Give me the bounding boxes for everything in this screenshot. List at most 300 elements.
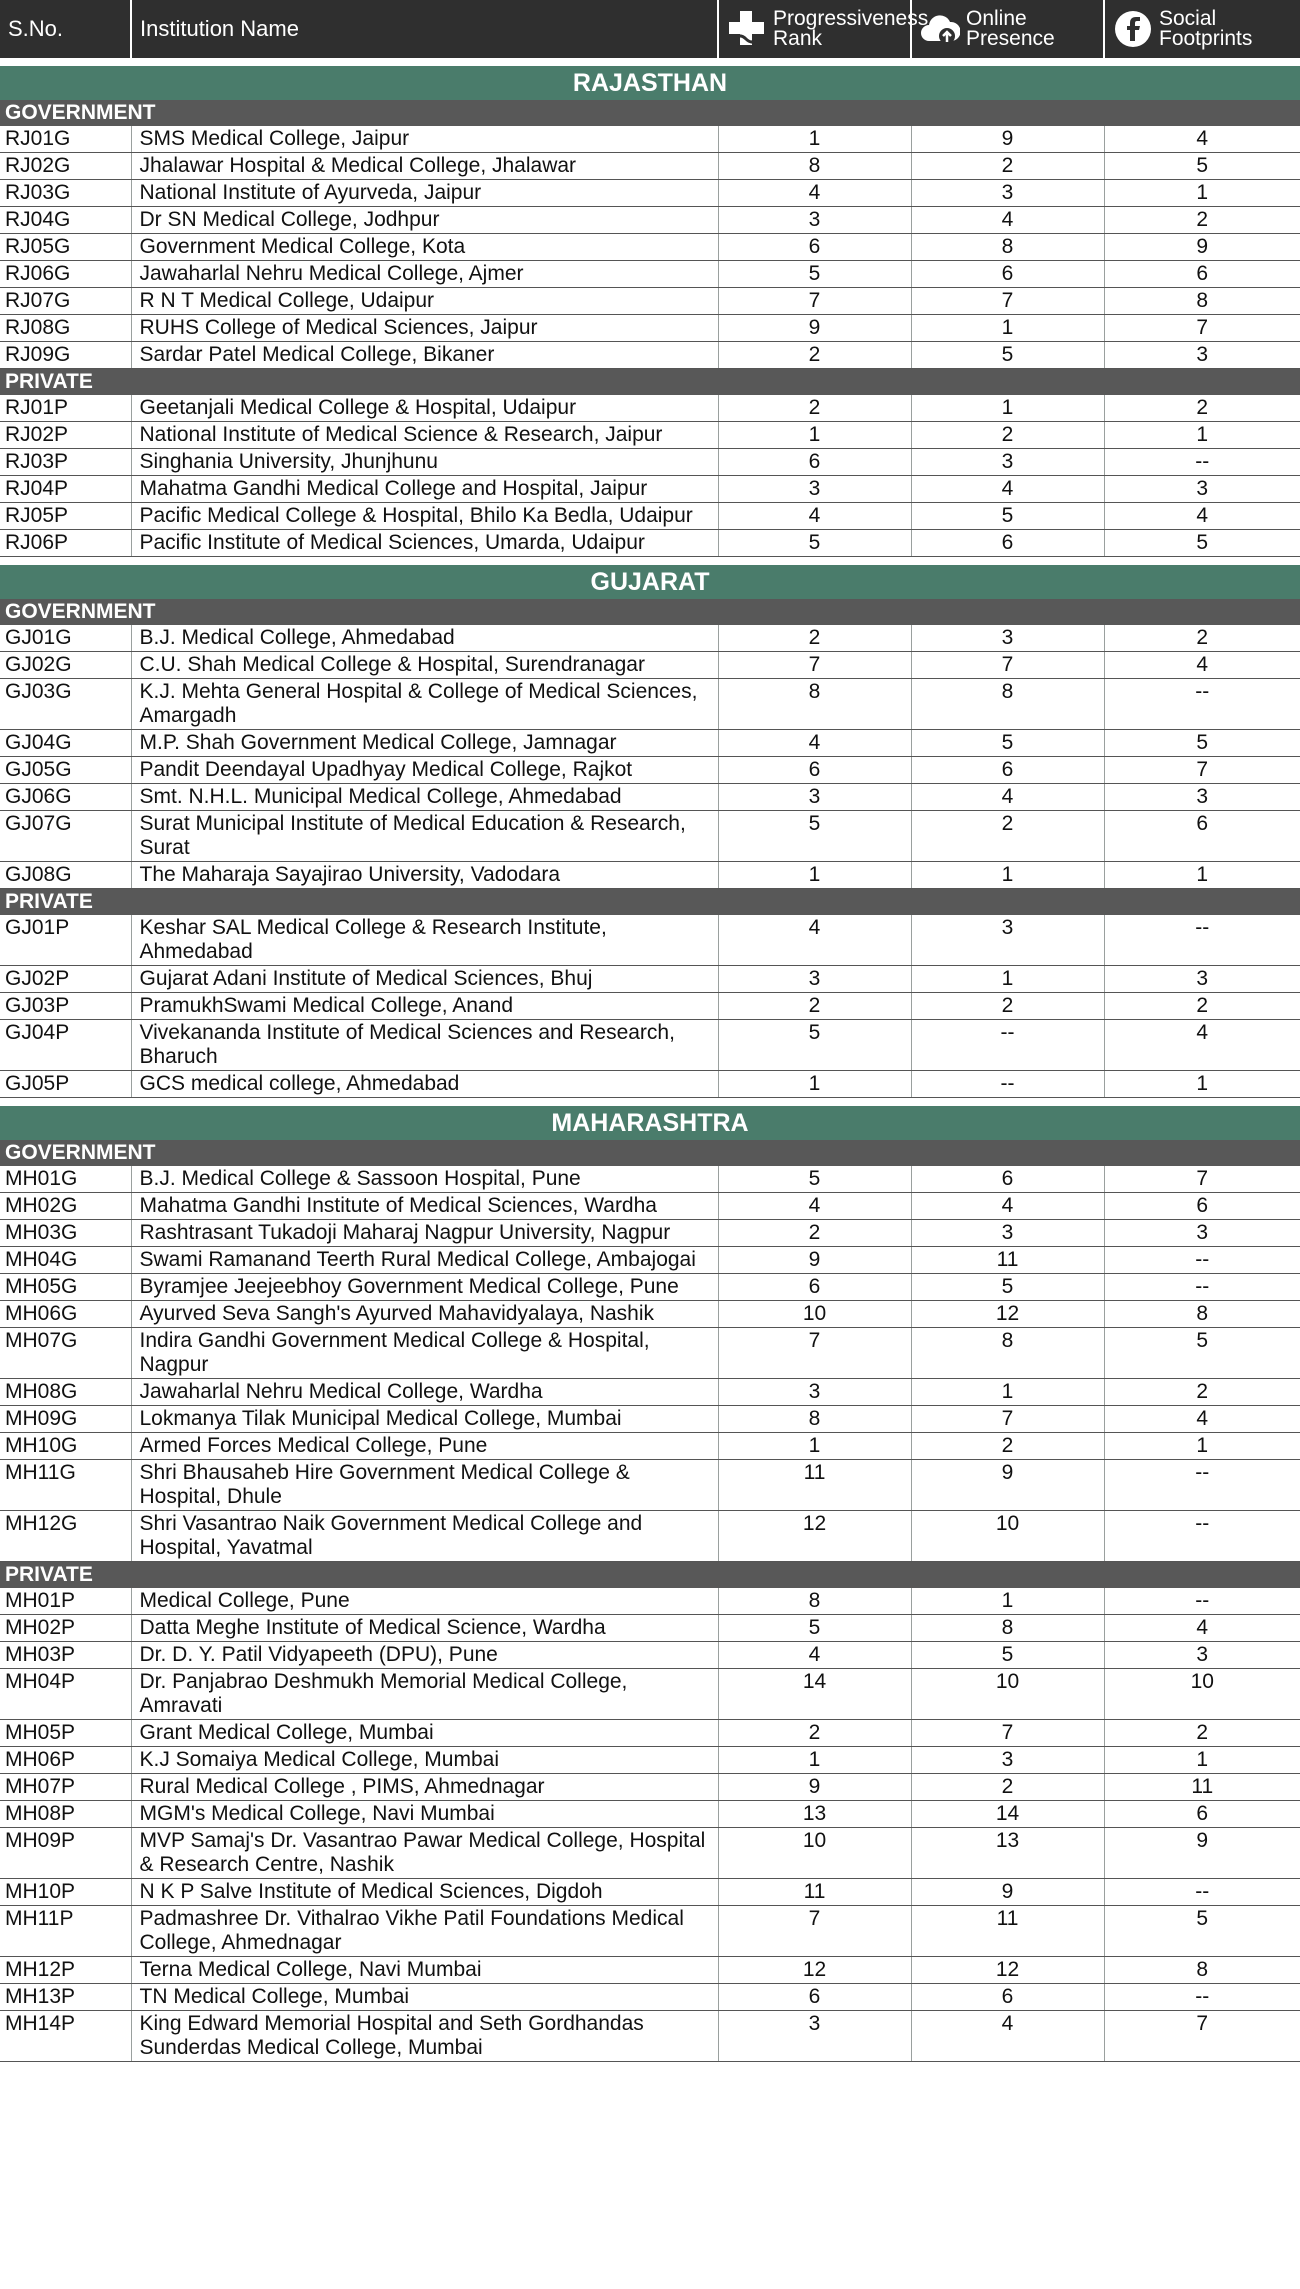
table-row bbox=[0, 476, 1300, 503]
cell-social-footprints: 6 bbox=[1104, 1193, 1300, 1220]
cell-institution-name: Singhania University, Jhunjhunu bbox=[131, 449, 718, 476]
cell-online-presence: 2 bbox=[911, 993, 1104, 1020]
cell-social-footprints: 6 bbox=[1104, 261, 1300, 288]
header-social-footprints bbox=[1104, 0, 1300, 58]
cell-online-presence: 4 bbox=[911, 476, 1104, 503]
cell-sno: GJ06G bbox=[0, 784, 131, 811]
table-row bbox=[0, 730, 1300, 757]
cell-institution-name: K.J. Mehta General Hospital & College of Medical Sciences, Amargadh bbox=[131, 679, 718, 730]
header-progressiveness-rank bbox=[718, 0, 929, 58]
cell-online-presence: 2 bbox=[911, 1433, 1104, 1460]
table-row bbox=[0, 784, 1300, 811]
cell-progressiveness-rank: 2 bbox=[718, 1220, 911, 1247]
cell-sno: MH02P bbox=[0, 1615, 131, 1642]
cell-institution-name: Lokmanya Tilak Municipal Medical College, Mumbai bbox=[131, 1406, 718, 1433]
table-row bbox=[0, 1511, 1300, 1562]
cell-institution-name: Sardar Patel Medical College, Bikaner bbox=[131, 342, 718, 369]
table-row bbox=[0, 1379, 1300, 1406]
category-heading bbox=[0, 1140, 1300, 1166]
cell-institution-name: N K P Salve Institute of Medical Sciences, Digdoh bbox=[131, 1879, 718, 1906]
cell-progressiveness-rank: 6 bbox=[718, 449, 911, 476]
cell-social-footprints: 3 bbox=[1104, 784, 1300, 811]
cell-sno: GJ04P bbox=[0, 1020, 131, 1071]
cell-social-footprints: 9 bbox=[1104, 1828, 1300, 1879]
cell-institution-name: Medical College, Pune bbox=[131, 1588, 718, 1615]
cell-sno: MH01P bbox=[0, 1588, 131, 1615]
table-row bbox=[0, 679, 1300, 730]
cell-online-presence: -- bbox=[911, 1071, 1104, 1098]
table-row bbox=[0, 1166, 1300, 1193]
cell-sno: GJ03G bbox=[0, 679, 131, 730]
cell-social-footprints: 1 bbox=[1104, 1433, 1300, 1460]
cell-sno: MH04G bbox=[0, 1247, 131, 1274]
cell-social-footprints: -- bbox=[1104, 1247, 1300, 1274]
cell-progressiveness-rank: 5 bbox=[718, 261, 911, 288]
cell-institution-name: MVP Samaj's Dr. Vasantrao Pawar Medical College, Hospital & Research Centre, Nashik bbox=[131, 1828, 718, 1879]
table-row bbox=[0, 1193, 1300, 1220]
table-row bbox=[0, 2011, 1300, 2062]
cell-institution-name: Jawaharlal Nehru Medical College, Wardha bbox=[131, 1379, 718, 1406]
cell-progressiveness-rank: 3 bbox=[718, 207, 911, 234]
cell-progressiveness-rank: 4 bbox=[718, 180, 911, 207]
category-heading bbox=[0, 100, 1300, 126]
cell-social-footprints: -- bbox=[1104, 1511, 1300, 1562]
cell-institution-name: R N T Medical College, Udaipur bbox=[131, 288, 718, 315]
cell-sno: RJ04G bbox=[0, 207, 131, 234]
cell-social-footprints: -- bbox=[1104, 1460, 1300, 1511]
cell-sno: RJ05P bbox=[0, 503, 131, 530]
table-row bbox=[0, 1071, 1300, 1098]
cell-progressiveness-rank: 3 bbox=[718, 2011, 911, 2062]
cell-sno: RJ01P bbox=[0, 395, 131, 422]
cell-online-presence: 7 bbox=[911, 288, 1104, 315]
cell-institution-name: K.J Somaiya Medical College, Mumbai bbox=[131, 1747, 718, 1774]
cell-progressiveness-rank: 4 bbox=[718, 1642, 911, 1669]
cell-sno: MH01G bbox=[0, 1166, 131, 1193]
cell-sno: MH05G bbox=[0, 1274, 131, 1301]
table-row bbox=[0, 315, 1300, 342]
cell-social-footprints: 3 bbox=[1104, 1220, 1300, 1247]
cell-social-footprints: -- bbox=[1104, 1879, 1300, 1906]
table-row bbox=[0, 1642, 1300, 1669]
cell-social-footprints: 8 bbox=[1104, 288, 1300, 315]
table-row bbox=[0, 1220, 1300, 1247]
cell-social-footprints: 1 bbox=[1104, 862, 1300, 889]
cell-progressiveness-rank: 3 bbox=[718, 1379, 911, 1406]
header-online-line-1: Online bbox=[966, 7, 1027, 30]
cell-social-footprints: 3 bbox=[1104, 1642, 1300, 1669]
cell-institution-name: C.U. Shah Medical College & Hospital, Surendranagar bbox=[131, 652, 718, 679]
cell-social-footprints: 4 bbox=[1104, 1615, 1300, 1642]
cell-social-footprints: -- bbox=[1104, 1984, 1300, 2011]
cell-progressiveness-rank: 5 bbox=[718, 811, 911, 862]
cell-social-footprints: 6 bbox=[1104, 811, 1300, 862]
table-row bbox=[0, 1957, 1300, 1984]
cell-social-footprints: -- bbox=[1104, 679, 1300, 730]
cell-social-footprints: 2 bbox=[1104, 395, 1300, 422]
cell-institution-name: B.J. Medical College, Ahmedabad bbox=[131, 625, 718, 652]
cell-online-presence: 8 bbox=[911, 1615, 1104, 1642]
cell-institution-name: Pacific Institute of Medical Sciences, Umarda, Udaipur bbox=[131, 530, 718, 557]
table-row bbox=[0, 625, 1300, 652]
cell-sno: GJ02G bbox=[0, 652, 131, 679]
cell-institution-name: King Edward Memorial Hospital and Seth Gordhandas Sunderdas Medical College, Mumbai bbox=[131, 2011, 718, 2062]
cell-progressiveness-rank: 6 bbox=[718, 757, 911, 784]
cell-institution-name: National Institute of Medical Science & Research, Jaipur bbox=[131, 422, 718, 449]
cell-institution-name: SMS Medical College, Jaipur bbox=[131, 126, 718, 153]
category-label: PRIVATE bbox=[0, 1562, 1300, 1589]
cell-sno: MH08P bbox=[0, 1801, 131, 1828]
cell-institution-name: MGM's Medical College, Navi Mumbai bbox=[131, 1801, 718, 1828]
cell-social-footprints: 4 bbox=[1104, 126, 1300, 153]
cell-online-presence: 10 bbox=[911, 1669, 1104, 1720]
cell-sno: GJ08G bbox=[0, 862, 131, 889]
cell-institution-name: Grant Medical College, Mumbai bbox=[131, 1720, 718, 1747]
cell-social-footprints: 5 bbox=[1104, 530, 1300, 557]
cell-institution-name: Mahatma Gandhi Institute of Medical Sciences, Wardha bbox=[131, 1193, 718, 1220]
cell-progressiveness-rank: 1 bbox=[718, 1071, 911, 1098]
cell-sno: MH12G bbox=[0, 1511, 131, 1562]
cell-institution-name: Pacific Medical College & Hospital, Bhilo Ka Bedla, Udaipur bbox=[131, 503, 718, 530]
cell-online-presence: 4 bbox=[911, 1193, 1104, 1220]
table-row bbox=[0, 757, 1300, 784]
category-heading bbox=[0, 889, 1300, 916]
cell-sno: RJ03P bbox=[0, 449, 131, 476]
cell-progressiveness-rank: 7 bbox=[718, 652, 911, 679]
cell-online-presence: 3 bbox=[911, 625, 1104, 652]
cell-social-footprints: 5 bbox=[1104, 730, 1300, 757]
cell-online-presence: 4 bbox=[911, 207, 1104, 234]
table-row bbox=[0, 1801, 1300, 1828]
cell-sno: MH10P bbox=[0, 1879, 131, 1906]
header-rank-line-1: Progressiveness bbox=[773, 7, 929, 30]
cell-social-footprints: 7 bbox=[1104, 2011, 1300, 2062]
cell-institution-name: Government Medical College, Kota bbox=[131, 234, 718, 261]
cell-sno: MH06G bbox=[0, 1301, 131, 1328]
cell-progressiveness-rank: 1 bbox=[718, 862, 911, 889]
cell-sno: RJ09G bbox=[0, 342, 131, 369]
cell-online-presence: 6 bbox=[911, 261, 1104, 288]
cell-online-presence: 8 bbox=[911, 679, 1104, 730]
table-body bbox=[0, 58, 1300, 2062]
cell-progressiveness-rank: 5 bbox=[718, 1166, 911, 1193]
cell-progressiveness-rank: 7 bbox=[718, 288, 911, 315]
table-row bbox=[0, 126, 1300, 153]
cell-institution-name: Dr. D. Y. Patil Vidyapeeth (DPU), Pune bbox=[131, 1642, 718, 1669]
cell-online-presence: 12 bbox=[911, 1957, 1104, 1984]
cell-institution-name: Shri Vasantrao Naik Government Medical College and Hospital, Yavatmal bbox=[131, 1511, 718, 1562]
section-spacer bbox=[0, 58, 1300, 65]
header-institution-name: Institution Name bbox=[131, 0, 718, 58]
cell-sno: RJ02G bbox=[0, 153, 131, 180]
cell-institution-name: GCS medical college, Ahmedabad bbox=[131, 1071, 718, 1098]
table-row bbox=[0, 1406, 1300, 1433]
cell-sno: MH04P bbox=[0, 1669, 131, 1720]
table-row bbox=[0, 153, 1300, 180]
cell-sno: MH03G bbox=[0, 1220, 131, 1247]
cell-online-presence: 8 bbox=[911, 234, 1104, 261]
cell-progressiveness-rank: 1 bbox=[718, 126, 911, 153]
cell-institution-name: Jawaharlal Nehru Medical College, Ajmer bbox=[131, 261, 718, 288]
cell-social-footprints: -- bbox=[1104, 1588, 1300, 1615]
cell-social-footprints: 4 bbox=[1104, 503, 1300, 530]
cell-online-presence: 9 bbox=[911, 1460, 1104, 1511]
cell-online-presence: 4 bbox=[911, 2011, 1104, 2062]
cell-social-footprints: 4 bbox=[1104, 1020, 1300, 1071]
cell-social-footprints: 2 bbox=[1104, 625, 1300, 652]
cell-online-presence: 3 bbox=[911, 1220, 1104, 1247]
cell-social-footprints: 5 bbox=[1104, 1328, 1300, 1379]
cell-progressiveness-rank: 8 bbox=[718, 1588, 911, 1615]
cell-progressiveness-rank: 7 bbox=[718, 1328, 911, 1379]
section-spacer bbox=[0, 1098, 1300, 1106]
cell-sno: MH06P bbox=[0, 1747, 131, 1774]
state-heading bbox=[0, 564, 1300, 599]
section-spacer bbox=[0, 557, 1300, 565]
table-row bbox=[0, 1747, 1300, 1774]
table-row bbox=[0, 1879, 1300, 1906]
header-social-line-1: Social bbox=[1159, 7, 1217, 30]
cell-institution-name: TN Medical College, Mumbai bbox=[131, 1984, 718, 2011]
cell-online-presence: 5 bbox=[911, 342, 1104, 369]
cell-online-presence: 1 bbox=[911, 1588, 1104, 1615]
table-row bbox=[0, 1247, 1300, 1274]
cell-progressiveness-rank: 10 bbox=[718, 1828, 911, 1879]
cell-progressiveness-rank: 3 bbox=[718, 476, 911, 503]
cell-progressiveness-rank: 4 bbox=[718, 503, 911, 530]
cell-progressiveness-rank: 3 bbox=[718, 784, 911, 811]
cell-social-footprints: 4 bbox=[1104, 1406, 1300, 1433]
category-label: GOVERNMENT bbox=[0, 100, 1300, 126]
cell-sno: MH08G bbox=[0, 1379, 131, 1406]
table-row bbox=[0, 993, 1300, 1020]
cell-social-footprints: 6 bbox=[1104, 1801, 1300, 1828]
cell-institution-name: Indira Gandhi Government Medical College & Hospital, Nagpur bbox=[131, 1328, 718, 1379]
cell-progressiveness-rank: 2 bbox=[718, 342, 911, 369]
cell-social-footprints: 1 bbox=[1104, 180, 1300, 207]
header-sno: S.No. bbox=[0, 0, 131, 58]
cell-social-footprints: 3 bbox=[1104, 966, 1300, 993]
cell-social-footprints: 3 bbox=[1104, 476, 1300, 503]
cell-sno: GJ03P bbox=[0, 993, 131, 1020]
cell-institution-name: Shri Bhausaheb Hire Government Medical College & Hospital, Dhule bbox=[131, 1460, 718, 1511]
cell-online-presence: 13 bbox=[911, 1828, 1104, 1879]
cell-social-footprints: 8 bbox=[1104, 1301, 1300, 1328]
header-rank-line-2: Rank bbox=[773, 27, 823, 50]
cell-institution-name: Armed Forces Medical College, Pune bbox=[131, 1433, 718, 1460]
cell-progressiveness-rank: 5 bbox=[718, 530, 911, 557]
table-row bbox=[0, 395, 1300, 422]
cell-social-footprints: 9 bbox=[1104, 234, 1300, 261]
cell-institution-name: National Institute of Ayurveda, Jaipur bbox=[131, 180, 718, 207]
cell-sno: GJ01G bbox=[0, 625, 131, 652]
cell-social-footprints: 5 bbox=[1104, 1906, 1300, 1957]
cell-progressiveness-rank: 11 bbox=[718, 1879, 911, 1906]
cell-progressiveness-rank: 14 bbox=[718, 1669, 911, 1720]
cell-progressiveness-rank: 2 bbox=[718, 395, 911, 422]
cell-social-footprints: 5 bbox=[1104, 153, 1300, 180]
cell-sno: RJ08G bbox=[0, 315, 131, 342]
cell-institution-name: Mahatma Gandhi Medical College and Hospital, Jaipur bbox=[131, 476, 718, 503]
cell-online-presence: 3 bbox=[911, 1747, 1104, 1774]
cell-sno: RJ04P bbox=[0, 476, 131, 503]
table-row bbox=[0, 966, 1300, 993]
table-row bbox=[0, 207, 1300, 234]
cell-online-presence: 6 bbox=[911, 530, 1104, 557]
cell-online-presence: -- bbox=[911, 1020, 1104, 1071]
table-row bbox=[0, 1020, 1300, 1071]
cell-sno: RJ07G bbox=[0, 288, 131, 315]
cell-online-presence: 6 bbox=[911, 1166, 1104, 1193]
cell-progressiveness-rank: 6 bbox=[718, 1984, 911, 2011]
cell-sno: RJ01G bbox=[0, 126, 131, 153]
cell-online-presence: 11 bbox=[911, 1906, 1104, 1957]
table-row bbox=[0, 1588, 1300, 1615]
cell-progressiveness-rank: 4 bbox=[718, 915, 911, 966]
table-row bbox=[0, 915, 1300, 966]
category-heading bbox=[0, 599, 1300, 625]
cell-progressiveness-rank: 5 bbox=[718, 1615, 911, 1642]
cell-progressiveness-rank: 12 bbox=[718, 1957, 911, 1984]
table-row bbox=[0, 1460, 1300, 1511]
cell-social-footprints: 2 bbox=[1104, 1379, 1300, 1406]
state-heading bbox=[0, 65, 1300, 100]
cell-online-presence: 4 bbox=[911, 784, 1104, 811]
cell-progressiveness-rank: 2 bbox=[718, 993, 911, 1020]
cell-sno: MH11G bbox=[0, 1460, 131, 1511]
cell-institution-name: Rural Medical College , PIMS, Ahmednagar bbox=[131, 1774, 718, 1801]
cell-institution-name: Padmashree Dr. Vithalrao Vikhe Patil Foundations Medical College, Ahmednagar bbox=[131, 1906, 718, 1957]
cell-social-footprints: 2 bbox=[1104, 993, 1300, 1020]
table-row bbox=[0, 1274, 1300, 1301]
table-row bbox=[0, 1328, 1300, 1379]
cell-progressiveness-rank: 13 bbox=[718, 1801, 911, 1828]
cell-progressiveness-rank: 6 bbox=[718, 1274, 911, 1301]
table-row bbox=[0, 180, 1300, 207]
state-name: MAHARASHTRA bbox=[0, 1105, 1300, 1140]
table-row bbox=[0, 261, 1300, 288]
cell-online-presence: 1 bbox=[911, 1379, 1104, 1406]
cell-social-footprints: 7 bbox=[1104, 315, 1300, 342]
table-row bbox=[0, 652, 1300, 679]
cell-progressiveness-rank: 6 bbox=[718, 234, 911, 261]
cell-online-presence: 12 bbox=[911, 1301, 1104, 1328]
cell-sno: RJ06P bbox=[0, 530, 131, 557]
cell-progressiveness-rank: 8 bbox=[718, 1406, 911, 1433]
table-row bbox=[0, 234, 1300, 261]
table-row bbox=[0, 1828, 1300, 1879]
cell-online-presence: 1 bbox=[911, 966, 1104, 993]
cell-institution-name: Smt. N.H.L. Municipal Medical College, Ahmedabad bbox=[131, 784, 718, 811]
cell-sno: RJ06G bbox=[0, 261, 131, 288]
cell-sno: GJ07G bbox=[0, 811, 131, 862]
category-label: GOVERNMENT bbox=[0, 599, 1300, 625]
cell-institution-name: Dr SN Medical College, Jodhpur bbox=[131, 207, 718, 234]
cell-progressiveness-rank: 5 bbox=[718, 1020, 911, 1071]
header-social-line-2: Footprints bbox=[1159, 27, 1253, 50]
cell-sno: GJ02P bbox=[0, 966, 131, 993]
cell-online-presence: 8 bbox=[911, 1328, 1104, 1379]
table-header bbox=[0, 0, 1300, 58]
cell-institution-name: Jhalawar Hospital & Medical College, Jhalawar bbox=[131, 153, 718, 180]
cell-institution-name: Swami Ramanand Teerth Rural Medical College, Ambajogai bbox=[131, 1247, 718, 1274]
cell-online-presence: 5 bbox=[911, 1642, 1104, 1669]
cell-progressiveness-rank: 1 bbox=[718, 422, 911, 449]
cell-institution-name: M.P. Shah Government Medical College, Jamnagar bbox=[131, 730, 718, 757]
cell-sno: MH02G bbox=[0, 1193, 131, 1220]
table-row bbox=[0, 1720, 1300, 1747]
table-row bbox=[0, 1984, 1300, 2011]
category-heading bbox=[0, 1562, 1300, 1589]
table-row bbox=[0, 1669, 1300, 1720]
cell-institution-name: B.J. Medical College & Sassoon Hospital, Pune bbox=[131, 1166, 718, 1193]
cell-institution-name: Surat Municipal Institute of Medical Education & Research, Surat bbox=[131, 811, 718, 862]
state-name: RAJASTHAN bbox=[0, 65, 1300, 100]
cell-online-presence: 7 bbox=[911, 652, 1104, 679]
cell-sno: MH14P bbox=[0, 2011, 131, 2062]
cell-progressiveness-rank: 2 bbox=[718, 625, 911, 652]
cell-institution-name: Pandit Deendayal Upadhyay Medical College, Rajkot bbox=[131, 757, 718, 784]
cell-social-footprints: -- bbox=[1104, 449, 1300, 476]
cell-online-presence: 5 bbox=[911, 1274, 1104, 1301]
cell-online-presence: 14 bbox=[911, 1801, 1104, 1828]
cell-progressiveness-rank: 12 bbox=[718, 1511, 911, 1562]
cell-online-presence: 11 bbox=[911, 1247, 1104, 1274]
cell-online-presence: 1 bbox=[911, 315, 1104, 342]
cell-institution-name: Keshar SAL Medical College & Research Institute, Ahmedabad bbox=[131, 915, 718, 966]
cell-online-presence: 7 bbox=[911, 1406, 1104, 1433]
cell-online-presence: 3 bbox=[911, 180, 1104, 207]
table-row bbox=[0, 862, 1300, 889]
cell-online-presence: 2 bbox=[911, 811, 1104, 862]
cell-progressiveness-rank: 8 bbox=[718, 153, 911, 180]
cell-social-footprints: -- bbox=[1104, 1274, 1300, 1301]
state-heading bbox=[0, 1105, 1300, 1140]
category-label: GOVERNMENT bbox=[0, 1140, 1300, 1166]
category-label: PRIVATE bbox=[0, 889, 1300, 916]
cell-online-presence: 7 bbox=[911, 1720, 1104, 1747]
cell-online-presence: 5 bbox=[911, 730, 1104, 757]
cell-progressiveness-rank: 1 bbox=[718, 1433, 911, 1460]
cell-progressiveness-rank: 4 bbox=[718, 1193, 911, 1220]
cell-sno: MH07G bbox=[0, 1328, 131, 1379]
cell-progressiveness-rank: 1 bbox=[718, 1747, 911, 1774]
cell-progressiveness-rank: 4 bbox=[718, 730, 911, 757]
cell-sno: RJ05G bbox=[0, 234, 131, 261]
cell-social-footprints: 7 bbox=[1104, 757, 1300, 784]
table-row bbox=[0, 1615, 1300, 1642]
cell-sno: MH12P bbox=[0, 1957, 131, 1984]
cell-sno: MH07P bbox=[0, 1774, 131, 1801]
cell-online-presence: 1 bbox=[911, 862, 1104, 889]
cell-institution-name: Geetanjali Medical College & Hospital, Udaipur bbox=[131, 395, 718, 422]
cell-sno: GJ05G bbox=[0, 757, 131, 784]
category-heading bbox=[0, 369, 1300, 396]
table-row bbox=[0, 530, 1300, 557]
table-row bbox=[0, 811, 1300, 862]
cell-online-presence: 6 bbox=[911, 1984, 1104, 2011]
cell-institution-name: Gujarat Adani Institute of Medical Sciences, Bhuj bbox=[131, 966, 718, 993]
cell-institution-name: The Maharaja Sayajirao University, Vadodara bbox=[131, 862, 718, 889]
cell-social-footprints: 3 bbox=[1104, 342, 1300, 369]
cell-sno: RJ02P bbox=[0, 422, 131, 449]
table-row bbox=[0, 1906, 1300, 1957]
table-row bbox=[0, 503, 1300, 530]
table-row bbox=[0, 288, 1300, 315]
cell-sno: MH10G bbox=[0, 1433, 131, 1460]
cell-social-footprints: 8 bbox=[1104, 1957, 1300, 1984]
cell-institution-name: Rashtrasant Tukadoji Maharaj Nagpur University, Nagpur bbox=[131, 1220, 718, 1247]
